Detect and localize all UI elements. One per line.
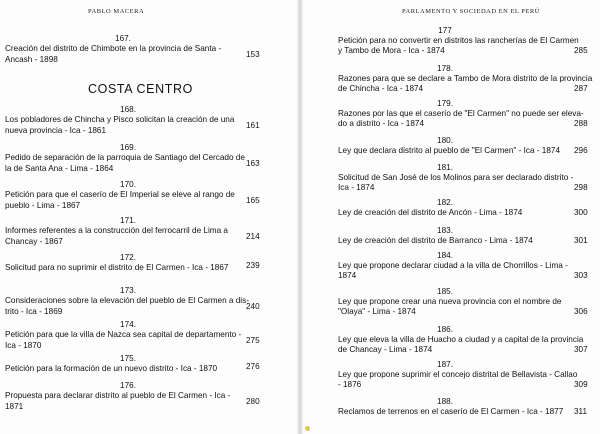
entry-page-number: 163 [246,159,260,168]
entry-page-number: 287 [574,84,588,93]
entry-text: Petición para la formación de un nuevo distrito - Ica - 1870 [5,364,218,373]
entry-text: Chancay - 1867 [5,237,63,246]
entry-text: Ley de creación del distrito de Ancón - Lima - 1874 [338,208,523,217]
page-marker-dot [305,426,310,431]
entry-page-number: 298 [574,183,588,192]
entry-text: 1871 [5,402,24,411]
running-head: PARLAMENTO Y SOCIEDAD EN EL PERÚ [402,8,540,15]
entry-number: 173. [120,286,136,295]
entry-number: 182. [437,198,453,207]
entry-page-number: 161 [246,121,260,130]
entry-text: Propuesta para declarar distrito al pueblo de El Carmen - Ica - [5,391,231,400]
entry-text: Creación del distrito de Chimbote en la provincia de Santa - [5,44,222,53]
entry-number: 180. [437,136,453,145]
entry-number: 187. [437,360,453,369]
entry-page-number: 303 [574,271,588,280]
entry-number: 177 [438,26,452,35]
entry-text: Razones por las que el caserío de "El Carmen" no puede ser eleva- [338,109,584,118]
entry-text: 1874 [338,271,357,280]
entry-page-number: 153 [246,50,260,59]
entry-text: - 1876 [338,380,362,389]
entry-text: Ley de creación del distrito de Barranco - Lima - 1874 [338,236,533,245]
entry-text: Petición para que el caserío de El Imperial se eleve al rango de [5,190,235,199]
entry-text: Ley que propone crear una nueva provincia con el nombre de [338,297,562,306]
running-head: PABLO MACERA [88,8,145,15]
entry-number: 176. [120,381,136,390]
entry-text: Ley que propone suprimir el concejo distrital de Bellavista - Callao [338,370,578,379]
entry-text: nueva provincia - Ica - 1861 [5,126,107,135]
entry-page-number: 239 [246,261,260,270]
entry-text: Ley que eleva la villa de Huacho a ciudad y a capital de la provincia [338,335,584,344]
entry-page-number: 307 [574,345,588,354]
entry-page-number: 306 [574,307,588,316]
entry-text: trito - Ica - 1869 [5,307,63,316]
entry-number: 168. [120,105,136,114]
entry-page-number: 240 [246,302,260,311]
entry-number: 174. [120,320,136,329]
entry-number: 167. [115,34,131,43]
entry-text: do a distrito - Ica - 1874 [338,119,425,128]
entry-text: Reclamos de terrenos en el caserío de El Carmen - Ica - 1877 [338,407,564,416]
entry-number: 185. [437,287,453,296]
entry-page-number: 280 [246,397,260,406]
entry-page-number: 276 [246,362,260,371]
entry-text: Petición para no convertir en distritos las rancherías de El Carmen [338,36,579,45]
entry-number: 186. [437,325,453,334]
entry-page-number: 311 [574,407,588,416]
entry-text: de Chincha - Ica - 1874 [338,84,424,93]
entry-number: 175. [120,354,136,363]
entry-text: Solicitud para no suprimir el distrito de El Carmen - Ica - 1867 [5,263,229,272]
entry-text: Consideraciones sobre la elevación del pueblo de El Carmen a dis- [5,296,249,305]
entry-number: 181. [437,163,453,172]
entry-text: Solicitud de San José de los Molinos para ser declarado distrito - [338,173,574,182]
entry-text: la de Santa Ana - Lima - 1864 [5,164,114,173]
entry-text: Ica - 1870 [5,341,42,350]
entry-page-number: 285 [574,46,588,55]
entry-page-number: 301 [574,236,588,245]
entry-text: Ica - 1874 [338,183,375,192]
entry-number: 178. [437,64,453,73]
entry-page-number: 309 [574,380,588,389]
entry-text: Ley que declara distrito al pueblo de "El Carmen" - Ica - 1874 [338,146,560,155]
entry-text: Los pobladores de Chincha y Pisco solicitan la creación de una [5,115,235,124]
entry-page-number: 288 [574,119,588,128]
entry-number: 172. [120,253,136,262]
entry-text: Pedido de separación de la parroquia de Santiago del Cercado de [5,153,245,162]
entry-page-number: 275 [246,336,260,345]
entry-text: pueblo - Lima - 1867 [5,201,81,210]
entry-page-number: 296 [574,146,588,155]
entry-text: Informes referentes a la construcción del ferrocarril de Lima a [5,226,228,235]
right-page [300,0,600,434]
entry-text: Razones para que se declare a Tambo de Mora distrito de la provincia [338,74,593,83]
entry-number: 188. [437,397,453,406]
entry-page-number: 214 [246,232,260,241]
entry-text: Ancash - 1898 [5,55,58,64]
entry-page-number: 300 [574,208,588,217]
section-title: COSTA CENTRO [88,82,193,96]
entry-page-number: 165 [246,196,260,205]
entry-text: y Tambo de Mora - Ica - 1874 [338,46,445,55]
entry-number: 183. [437,226,453,235]
entry-text: de Chancay - Lima - 1874 [338,345,433,354]
entry-text: "Olaya" - Lima - 1874 [338,307,416,316]
entry-number: 170. [120,180,136,189]
entry-number: 184. [437,251,453,260]
entry-text: Ley que propone declarar ciudad a la villa de Chorrillos - Lima - [338,261,568,270]
entry-text: Petición para que la villa de Nazca sea capital de departamento - [5,330,242,339]
entry-number: 171. [120,216,136,225]
entry-number: 169. [120,143,136,152]
entry-number: 179. [437,99,453,108]
